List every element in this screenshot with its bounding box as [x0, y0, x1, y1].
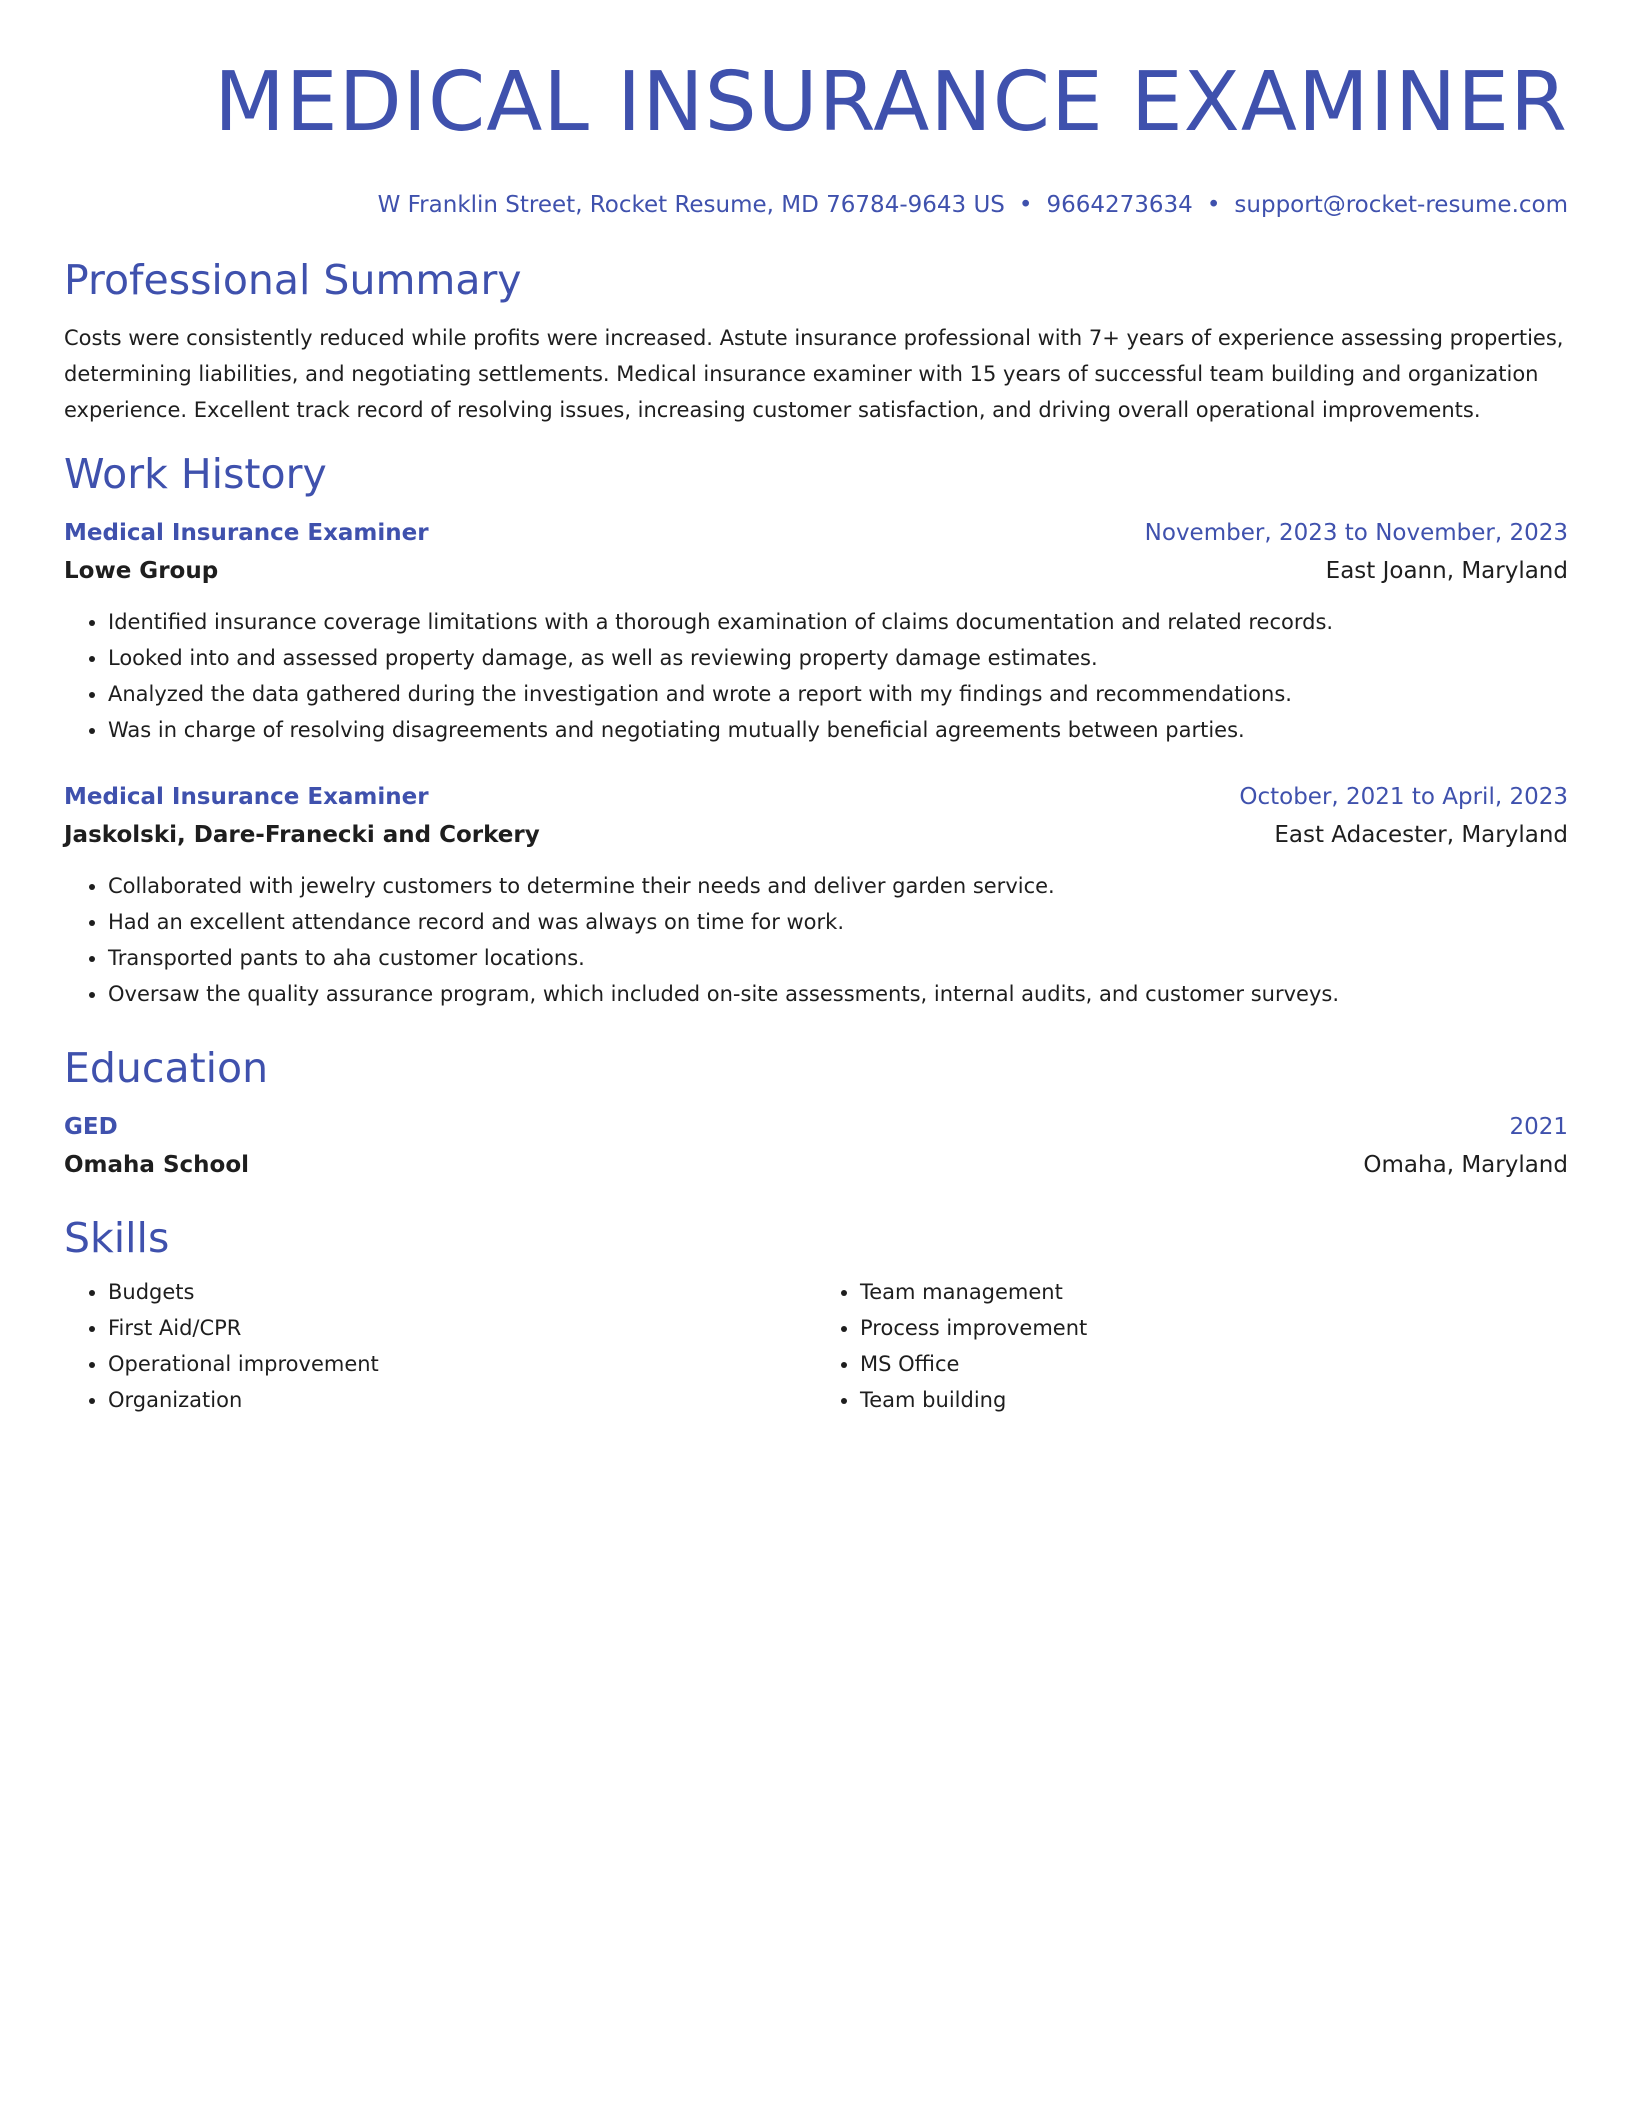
- summary-heading: Professional Summary: [64, 256, 522, 304]
- skill-item: • Budgets: [108, 1274, 816, 1310]
- education-school-row: [64, 1146, 1568, 1184]
- job-entry: [64, 778, 1568, 1012]
- skills-heading: Skills: [64, 1214, 170, 1262]
- skills-column-left: [64, 1274, 816, 1418]
- candidate-name: MEDICAL INSURANCE EXAMINER: [214, 55, 1568, 150]
- skills-list: [64, 1274, 1568, 1418]
- job-company: Lowe Group: [64, 558, 219, 584]
- job-bullet: • Oversaw the quality assurance program, which included on-site assessments, internal audits, and customer surveys.: [108, 976, 1568, 1012]
- job-company-row: [64, 552, 1568, 590]
- job-dates: November, 2023 to November, 2023: [1144, 520, 1568, 546]
- job-bullet: • Was in charge of resolving disagreements and negotiating mutually beneficial agreements between parties.: [108, 712, 1568, 748]
- resume-header: [64, 0, 1568, 220]
- job-bullet: • Looked into and assessed property damage, as well as reviewing property damage estimates.: [108, 640, 1568, 676]
- education-location: Omaha, Maryland: [1363, 1152, 1568, 1178]
- job-dates: October, 2021 to April, 2023: [1239, 784, 1568, 810]
- skill-item: • MS Office: [860, 1346, 1568, 1382]
- contact-separator: •: [1018, 192, 1033, 218]
- job-title-row: [64, 514, 1568, 552]
- education-year: 2021: [1509, 1114, 1568, 1140]
- skill-item: • First Aid/CPR: [108, 1310, 816, 1346]
- contact-phone: 9664273634: [1046, 192, 1193, 218]
- skill-item: • Organization: [108, 1382, 816, 1418]
- job-bullet-list: [64, 604, 1568, 748]
- contact-email[interactable]: support@rocket-resume.com: [1234, 192, 1568, 218]
- job-bullet: • Transported pants to aha customer locations.: [108, 940, 1568, 976]
- contact-address: W Franklin Street, Rocket Resume, MD 76784-9643 US: [377, 192, 1005, 218]
- job-bullet: • Collaborated with jewelry customers to determine their needs and deliver garden service.: [108, 868, 1568, 904]
- skill-item: • Team management: [860, 1274, 1568, 1310]
- skills-column-right: [816, 1274, 1568, 1418]
- job-location: East Joann, Maryland: [1325, 558, 1568, 584]
- education-degree-row: [64, 1108, 1568, 1146]
- contact-line: [64, 190, 1568, 220]
- education-school: Omaha School: [64, 1152, 249, 1178]
- job-title: Medical Insurance Examiner: [64, 784, 429, 810]
- skill-item: • Team building: [860, 1382, 1568, 1418]
- job-bullet: • Analyzed the data gathered during the investigation and wrote a report with my findings and recommendations.: [108, 676, 1568, 712]
- skill-item: • Process improvement: [860, 1310, 1568, 1346]
- contact-separator: •: [1206, 192, 1221, 218]
- education-heading: Education: [64, 1044, 269, 1092]
- job-bullet: • Identified insurance coverage limitations with a thorough examination of claims documentation and related records.: [108, 604, 1568, 640]
- work-history-heading: Work History: [64, 450, 327, 498]
- job-title: Medical Insurance Examiner: [64, 520, 429, 546]
- skill-item: • Operational improvement: [108, 1346, 816, 1382]
- job-entry: [64, 514, 1568, 748]
- job-location: East Adacester, Maryland: [1274, 822, 1568, 848]
- job-title-row: [64, 778, 1568, 816]
- summary-text: Costs were consistently reduced while profits were increased. Astute insurance professional with 7+ years of experience assessing properties, determining liabilities, and negotiating settlements. Medical insurance examiner with 15 years of successful team building and organization experience. Excellent track record of resolving issues, increasing customer satisfaction, and driving overall operational improvements.: [64, 326, 1564, 422]
- education-entry: [64, 1108, 1568, 1184]
- job-bullet-list: [64, 868, 1568, 1012]
- education-degree: GED: [64, 1114, 118, 1140]
- job-company-row: [64, 816, 1568, 854]
- job-company: Jaskolski, Dare-Franecki and Corkery: [64, 822, 540, 848]
- job-bullet: • Had an excellent attendance record and was always on time for work.: [108, 904, 1568, 940]
